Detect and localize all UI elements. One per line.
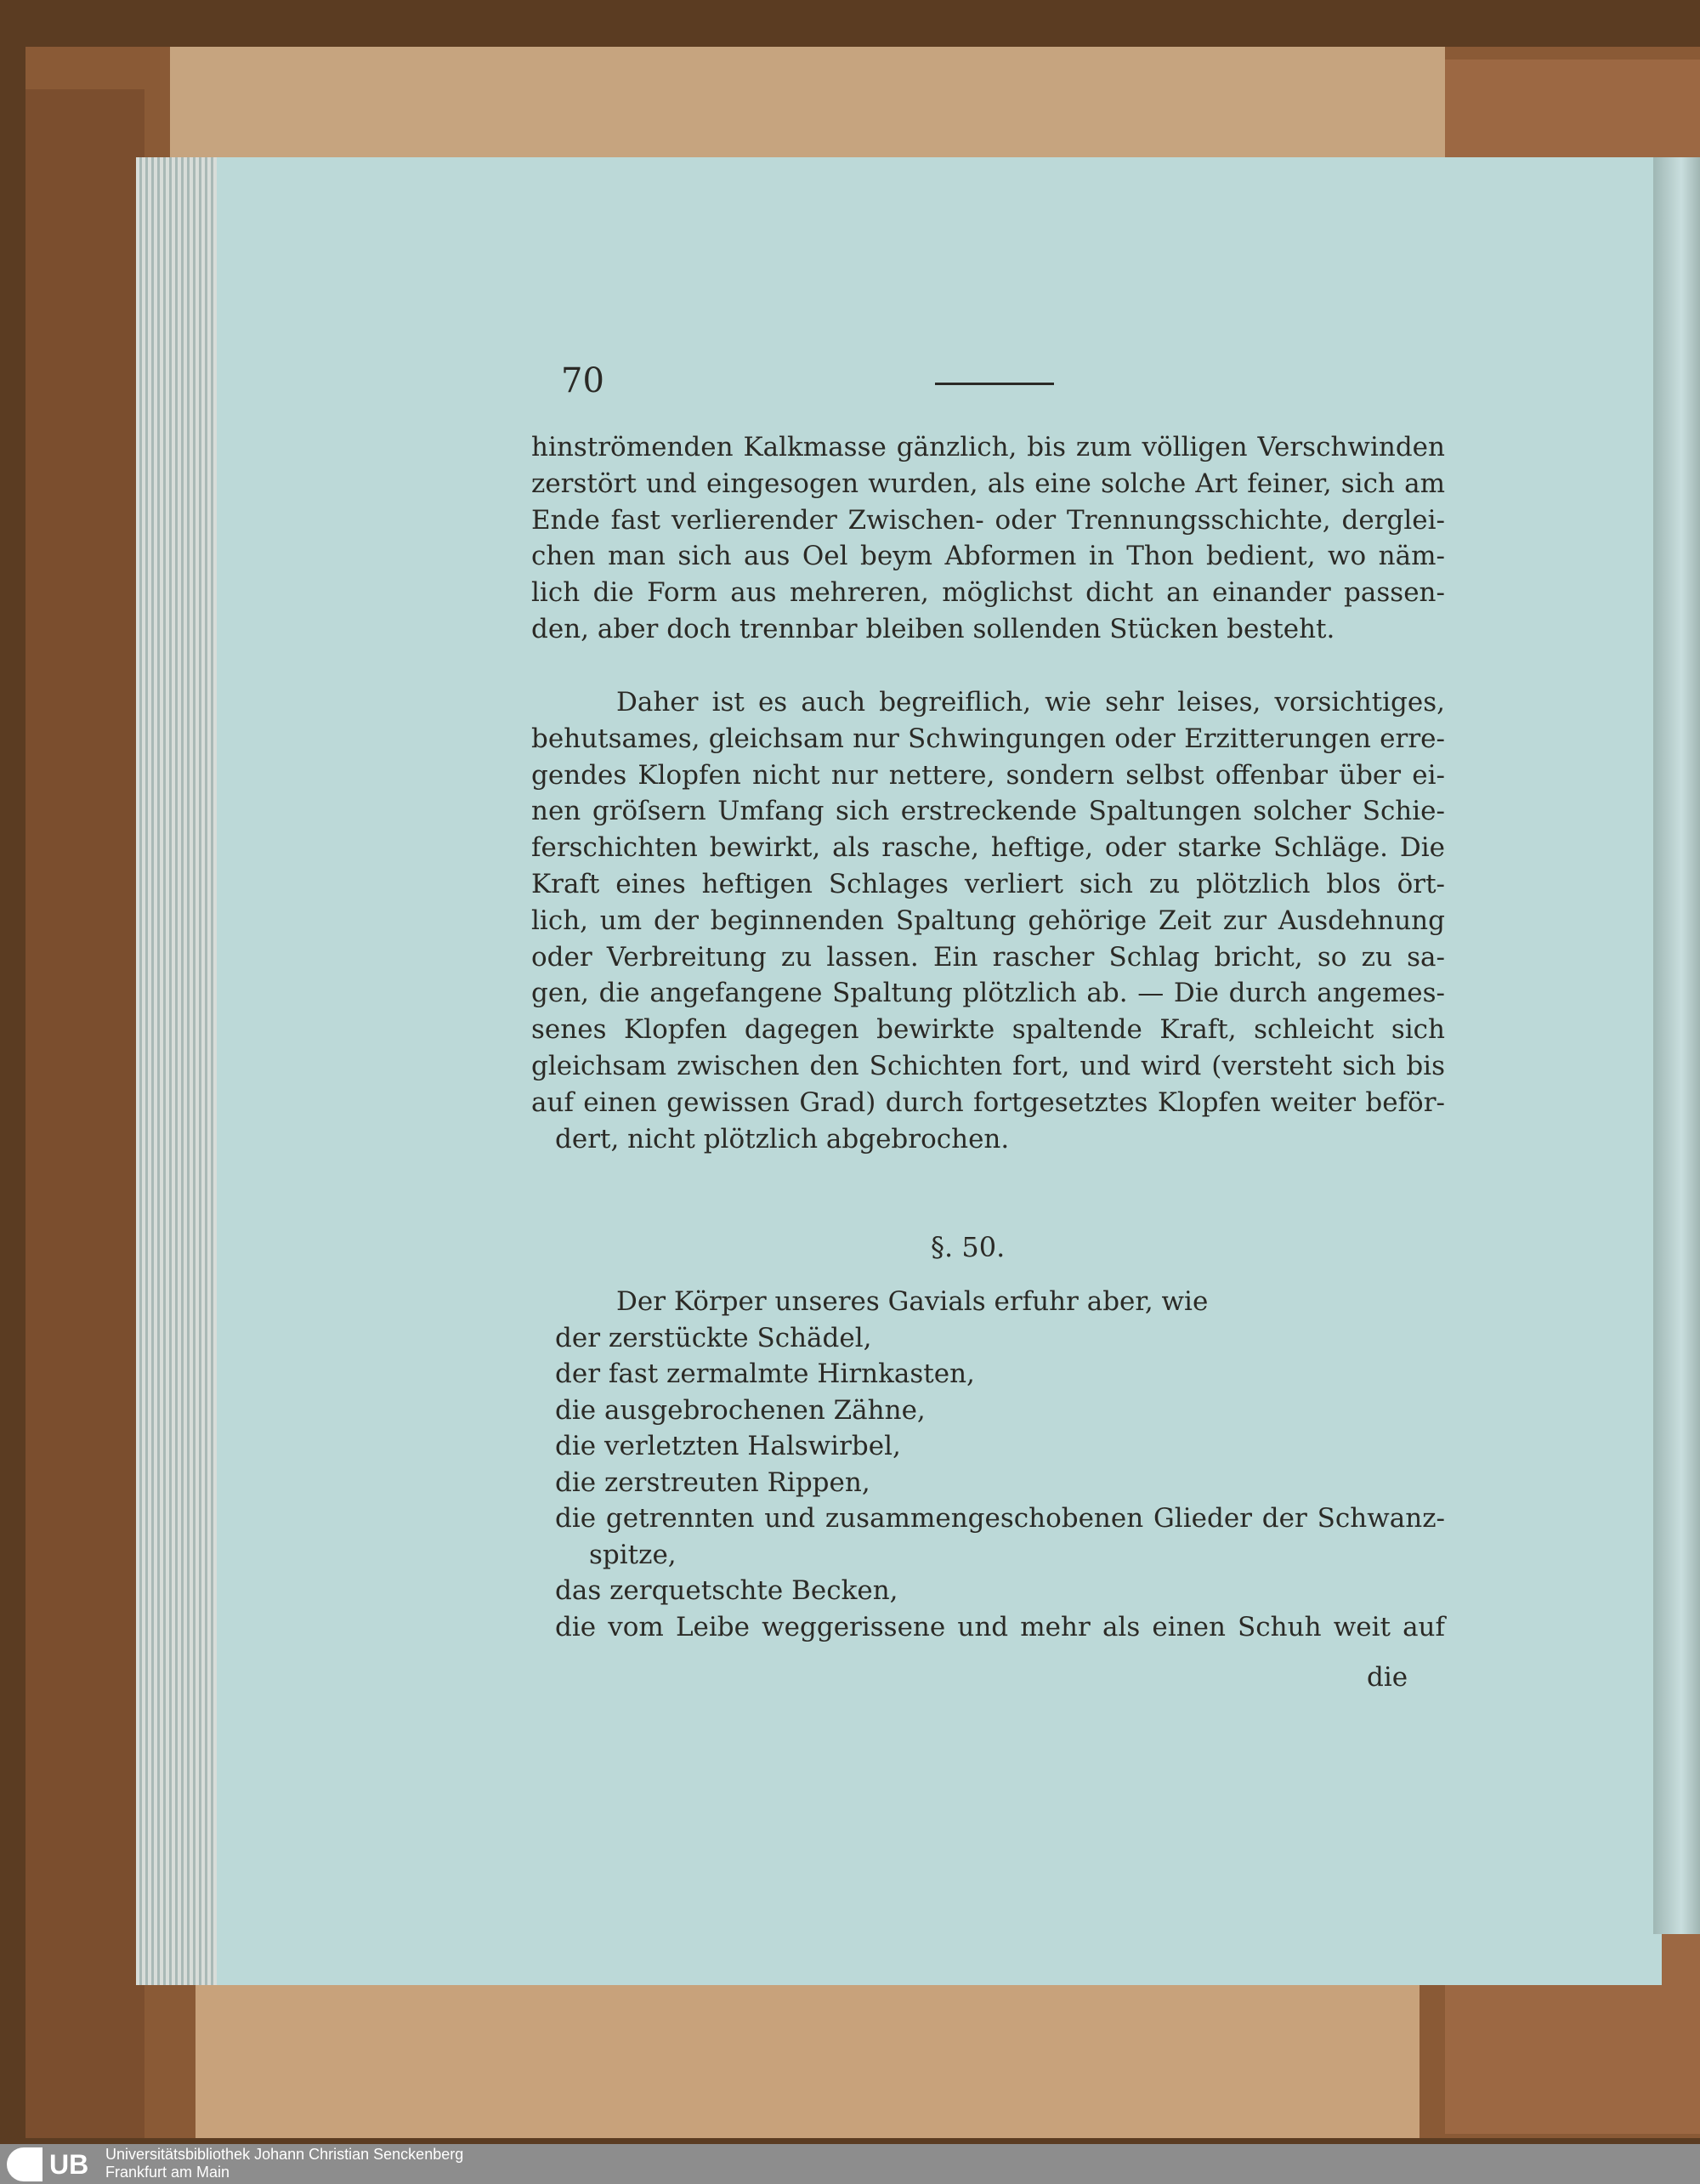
- paragraph-line: gendes Klopfen nicht nur nettere, sondern selbst offenbar über ei-: [531, 759, 1445, 791]
- paragraph-line: Kraft eines heftigen Schlages verliert sich zu plötzlich blos ört-: [531, 868, 1445, 899]
- paragraph-1: [531, 429, 1445, 648]
- library-name-line-2: Frankfurt am Main: [105, 2164, 230, 2181]
- paragraph-line: dert, nicht plötzlich abgebrochen.: [555, 1123, 1010, 1154]
- list-item: die vom Leibe weggerissene und mehr als einen Schuh weit auf: [555, 1611, 1445, 1642]
- paragraph-line: den, aber doch trennbar bleiben sollenden Stücken besteht.: [531, 613, 1335, 644]
- paragraph-line: chen man sich aus Oel beym Abformen in Thon bedient, wo näm-: [531, 541, 1445, 572]
- page-number: 70: [561, 361, 604, 400]
- board-top-edge: [170, 47, 1445, 174]
- paragraph-line: Ende fast verlierender Zwischen- oder Trennungsschichte, derglei-: [531, 504, 1445, 536]
- paragraph-line: behutsames, gleichsam nur Schwingungen oder Erzitterungen erre-: [531, 723, 1445, 754]
- library-logo-icon: [7, 2147, 42, 2181]
- header-rule: [935, 383, 1054, 385]
- page-stack-edges: [136, 157, 225, 1985]
- paragraph-line: Daher ist es auch begreiflich, wie sehr leises, vorsichtiges,: [616, 687, 1445, 718]
- list-item: die getrennten und zusammengeschobenen Glieder der Schwanz-: [555, 1503, 1445, 1534]
- paragraph-line: oder Verbreitung zu lassen. Ein rascher Schlag bricht, so zu sa-: [531, 941, 1445, 973]
- paragraph-2: [531, 684, 1445, 1157]
- library-logo-text: UB: [49, 2149, 89, 2180]
- list-item: der zerstückte Schädel,: [555, 1322, 872, 1353]
- library-name: [105, 2146, 463, 2181]
- list-item: die ausgebrochenen Zähne,: [555, 1394, 926, 1426]
- injury-list: [531, 1284, 1445, 1645]
- paragraph-line: gen, die angefangene Spaltung plötzlich ab. — Die durch angemes-: [531, 978, 1445, 1009]
- paragraph-line: hinströmenden Kalkmasse gänzlich, bis zum völligen Verschwinden: [531, 432, 1445, 462]
- list-item: das zerquetschte Becken,: [555, 1575, 898, 1606]
- paragraph-line: ferschichten bewirkt, als rasche, heftige, oder starke Schläge. Die: [531, 832, 1445, 864]
- paragraph-line: gleichsam zwischen den Schichten fort, und wird (versteht sich bis: [531, 1050, 1445, 1081]
- catchword: die: [1367, 1662, 1408, 1693]
- list-item: die zerstreuten Rippen,: [555, 1466, 870, 1498]
- library-name-line-1: Universitätsbibliothek Johann Christian Senckenberg: [105, 2146, 464, 2163]
- paragraph-line: lich, um der beginnenden Spaltung gehörige Zeit zur Ausdehnung: [531, 905, 1445, 936]
- facing-page-edge: [1653, 157, 1700, 1934]
- paragraph-line: lich die Form aus mehreren, möglichst dicht an einander passen-: [531, 577, 1445, 609]
- section-heading: §. 50.: [931, 1231, 1006, 1263]
- list-item: spitze,: [589, 1539, 677, 1570]
- paragraph-line: zerstört und eingesogen wurden, als eine solche Art feiner, sich am: [531, 468, 1445, 499]
- list-lead: Der Körper unseres Gavials erfuhr aber, wie: [616, 1286, 1209, 1317]
- list-item: der fast zermalmte Hirnkasten,: [555, 1359, 975, 1389]
- paragraph-line: auf einen gewissen Grad) durch fortgesetztes Klopfen weiter beför-: [531, 1086, 1445, 1118]
- board-left-edge: [26, 89, 144, 2138]
- paragraph-line: senes Klopfen dagegen bewirkte spaltende Kraft, schleicht sich: [531, 1014, 1445, 1046]
- paragraph-line: nen gröſsern Umfang sich erstreckende Spaltungen solcher Schie-: [531, 796, 1445, 827]
- list-item: die verletzten Halswirbel,: [555, 1431, 901, 1461]
